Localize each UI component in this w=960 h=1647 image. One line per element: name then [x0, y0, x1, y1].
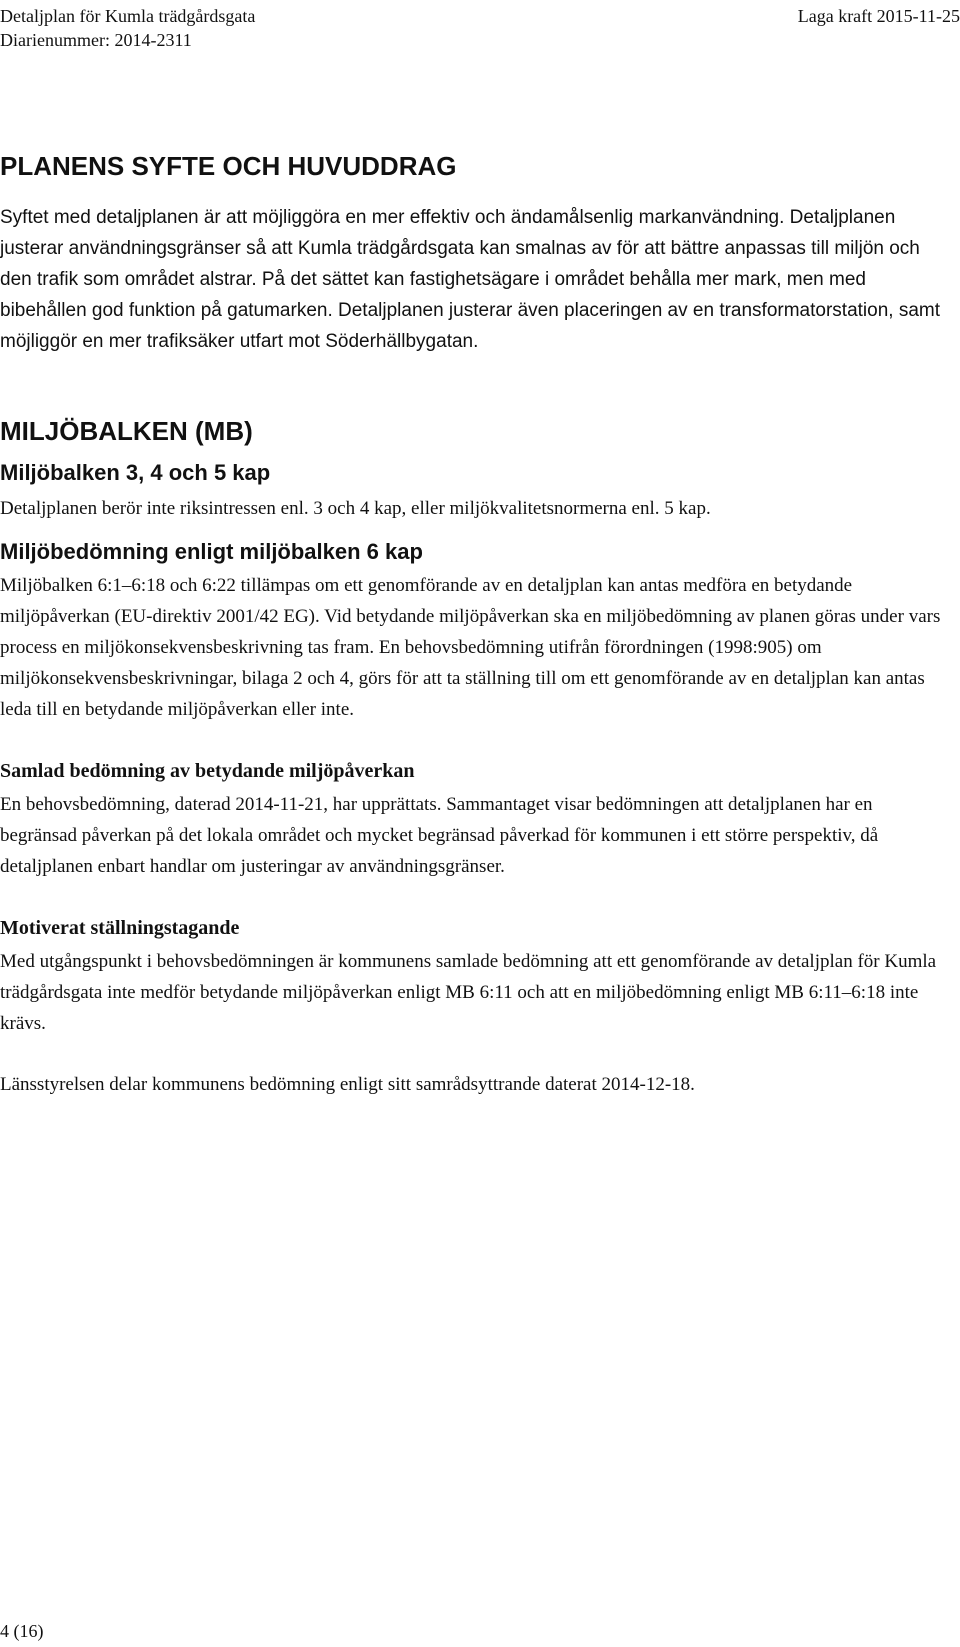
effective-date: Laga kraft 2015-11-25 — [797, 6, 960, 26]
diary-number: Diarienummer: 2014-2311 — [0, 30, 192, 50]
page-header-right — [798, 4, 960, 28]
heading-motiverat: Motiverat ställningstagande — [0, 917, 240, 939]
doc-title: Detaljplan för Kumla trädgårdsgata — [0, 6, 256, 26]
heading-miljobalken: MILJÖBALKEN (MB) — [0, 416, 253, 446]
page-content — [0, 150, 945, 1100]
heading-samlad-bedomning: Samlad bedömning av betydande miljöpåverkan — [0, 760, 415, 782]
paragraph-lansstyrelsen: Länsstyrelsen delar kommunens bedömning enligt sitt samrådsyttrande daterat 2014-12-18. — [0, 1074, 695, 1095]
paragraph-miljobedomning: Miljöbalken 6:1–6:18 och 6:22 tillämpas om ett genomförande av en detaljplan kan antas medföra en betydande miljöpåverkan (EU-direktiv 2001/42 EG). Vid betydande miljöpåverkan ska en miljöbedömning av planen göras under vars process en miljökonsekvensbeskrivning tas fram. En behovsbedömning utifrån förordningen (1998:905) om miljökonsekvensbeskrivningar, bilaga 2 och 4, görs för att ta ställning till om ett genomförande av en detaljplan kan antas leda till en betydande miljöpåverkan eller inte. — [0, 575, 941, 720]
page-number: 4 (16) — [0, 1621, 44, 1641]
page-header-left — [0, 4, 255, 52]
heading-miljobedomning: Miljöbedömning enligt miljöbalken 6 kap — [0, 539, 423, 564]
paragraph-motiverat: Med utgångspunkt i behovsbedömningen är kommunens samlade bedömning att ett genomförande av detaljplan för Kumla trädgårdsgata inte medför betydande miljöpåverkan enligt MB 6:11 och att en miljöbedömning enligt MB 6:11–6:18 inte krävs. — [0, 951, 937, 1034]
heading-miljobalken-3-4-5: Miljöbalken 3, 4 och 5 kap — [0, 460, 271, 485]
heading-syfte: PLANENS SYFTE OCH HUVUDDRAG — [0, 151, 457, 181]
paragraph-syfte: Syftet med detaljplanen är att möjliggöra en mer effektiv och ändamålsenlig markanvändning. Detaljplanen justerar användningsgränser så att Kumla trädgårdsgata kan smalnas av för att bättre anpassas till miljön och den trafik som området alstrar. På det sättet kan fastighetsägare i området behålla mer mark, men med bibehållen god funktion på gatumarken. Detaljplanen justerar även placeringen av en transformatorstation, samt möjliggör en mer trafiksäker utfart mot Söderhällbygatan. — [0, 207, 941, 352]
paragraph-samlad-bedomning: En behovsbedömning, daterad 2014-11-21, har upprättats. Sammantaget visar bedömningen att detaljplanen har en begränsad påverkan på det lokala området och mycket begränsad påverkad för kommunen i ett större perspektiv, då detaljplanen enbart handlar om justeringar av användningsgränser. — [0, 794, 879, 877]
paragraph-miljobalken-3-4-5: Detaljplanen berör inte riksintressen enl. 3 och 4 kap, eller miljökvalitetsnormerna enl. 5 kap. — [0, 498, 711, 519]
